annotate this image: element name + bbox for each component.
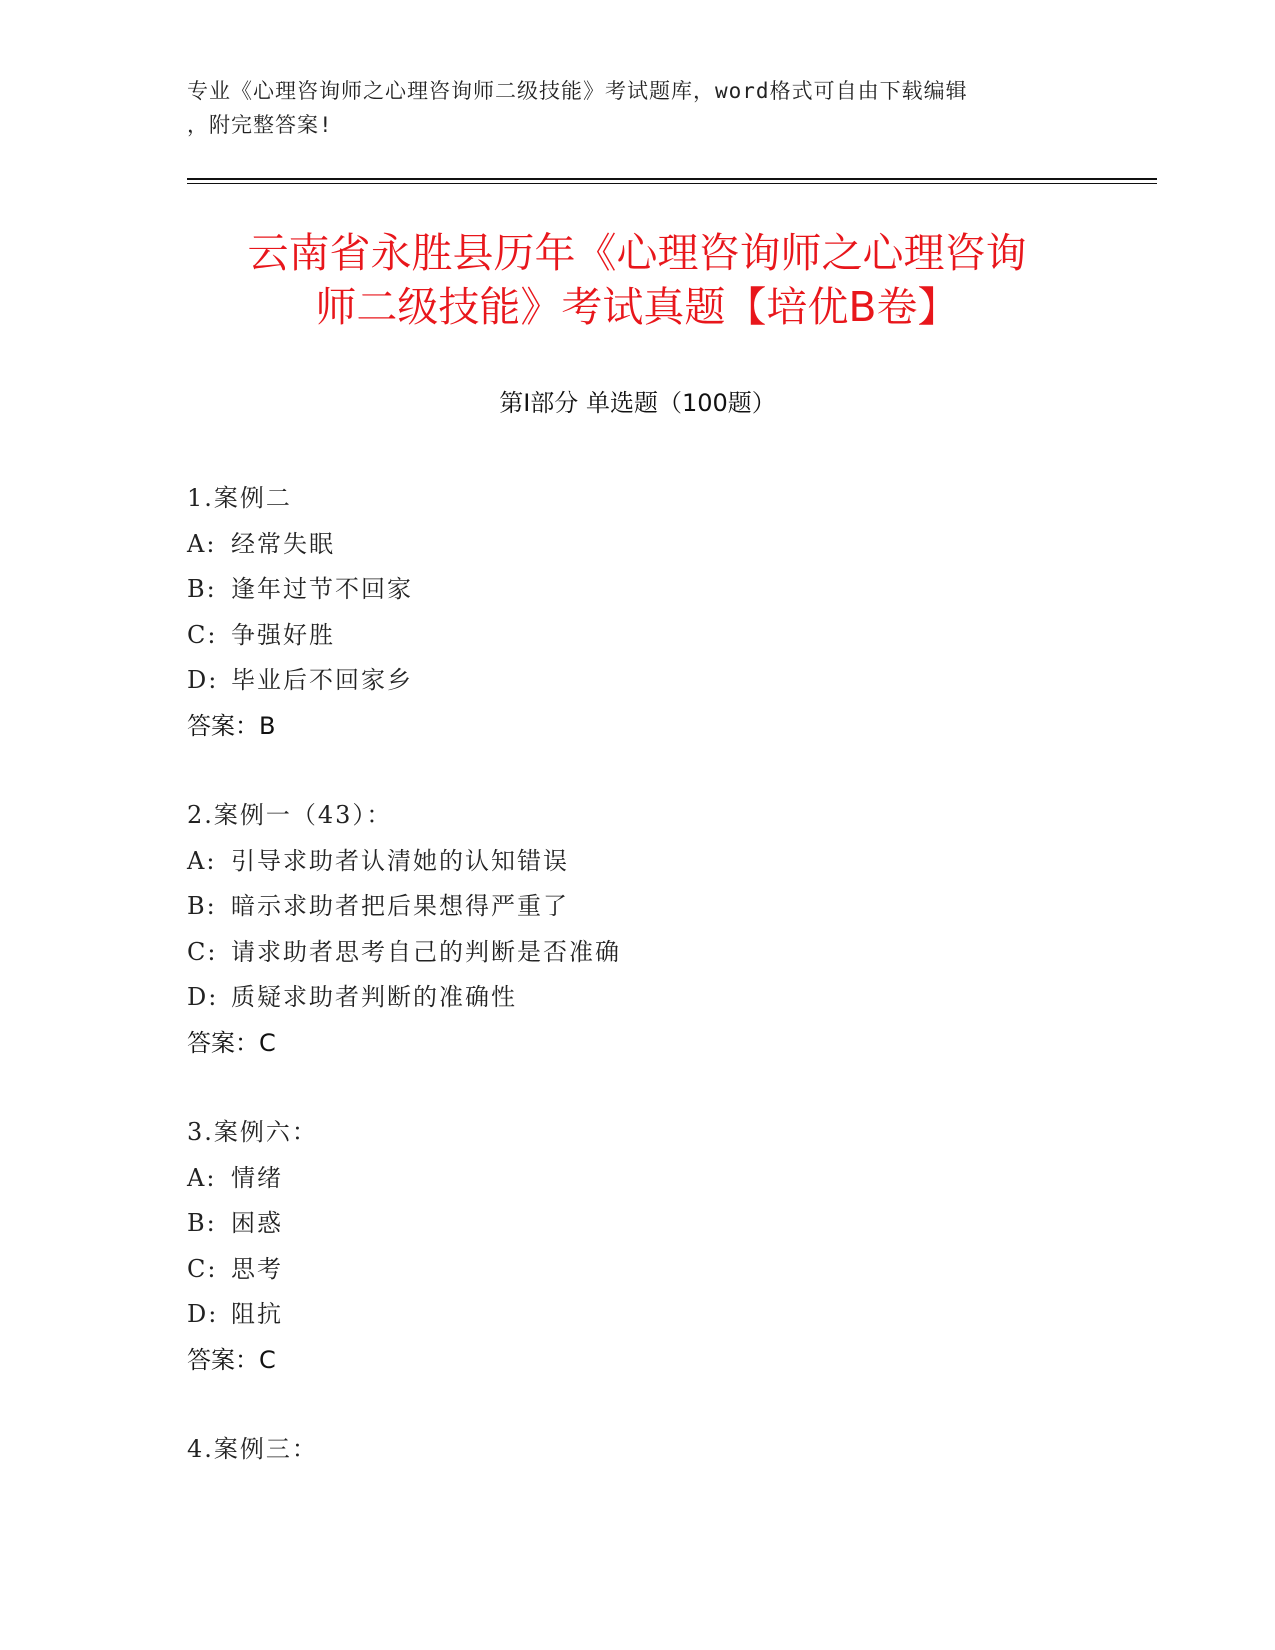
option-c: [187, 613, 1087, 659]
option-c: [187, 1247, 1087, 1293]
option-b: [187, 884, 1087, 930]
option-d: [187, 1292, 1087, 1338]
option-key: D:: [187, 1300, 219, 1328]
option-c: [187, 930, 1087, 976]
header-note: [187, 74, 1087, 142]
option-text: 困惑: [231, 1209, 283, 1237]
question-list: [187, 476, 1087, 1517]
option-key: A:: [187, 1163, 217, 1192]
option-text: 思考: [231, 1254, 283, 1283]
question-3: [187, 1110, 1087, 1383]
option-text: 逢年过节不回家: [231, 575, 413, 603]
option-text: 情绪: [231, 1163, 283, 1192]
header-divider-thin: [187, 183, 1157, 184]
option-key: B:: [187, 892, 217, 920]
option-a: [187, 1156, 1087, 1202]
option-d: [187, 658, 1087, 704]
option-b: [187, 567, 1087, 613]
document-title: [187, 226, 1087, 334]
option-text: 毕业后不回家乡: [231, 666, 413, 694]
question-stem: 3.案例六：: [187, 1118, 318, 1146]
question-2: [187, 793, 1087, 1066]
option-key: B:: [187, 1209, 217, 1237]
header-note-line-2: ，附完整答案!: [187, 113, 333, 137]
answer-line: 答案：B: [187, 711, 276, 740]
option-key: A:: [187, 846, 217, 875]
question-1: [187, 476, 1087, 749]
option-key: D:: [187, 666, 219, 694]
option-text: 经常失眠: [231, 529, 335, 558]
question-stem: 4.案例三：: [187, 1435, 318, 1463]
option-a: [187, 839, 1087, 885]
option-key: C:: [187, 937, 218, 966]
header-note-line-1: 专业《心理咨询师之心理咨询师二级技能》考试题库，word格式可自由下载编辑: [187, 79, 968, 103]
option-key: A:: [187, 529, 217, 558]
header-divider-thick: [187, 178, 1157, 180]
option-b: [187, 1201, 1087, 1247]
option-d: [187, 975, 1087, 1021]
option-a: [187, 522, 1087, 568]
option-text: 请求助者思考自己的判断是否准确: [231, 937, 621, 966]
answer-line: 答案：C: [187, 1345, 276, 1374]
document-title-line-2: 师二级技能》考试真题【培优B卷】: [315, 283, 959, 331]
answer-line: 答案：C: [187, 1028, 276, 1057]
option-text: 引导求助者认清她的认知错误: [231, 846, 569, 875]
option-text: 争强好胜: [231, 620, 335, 649]
document-title-line-1: 云南省永胜县历年《心理咨询师之心理咨询: [247, 229, 1027, 277]
section-heading: 第Ⅰ部分 单选题（100题）: [499, 389, 776, 417]
option-text: 质疑求助者判断的准确性: [231, 983, 517, 1011]
option-text: 阻抗: [231, 1300, 283, 1328]
option-text: 暗示求助者把后果想得严重了: [231, 892, 569, 920]
option-key: C:: [187, 1254, 218, 1283]
question-stem: 2.案例一（43）：: [187, 801, 393, 829]
question-4: [187, 1427, 1087, 1473]
option-key: B:: [187, 575, 217, 603]
option-key: C:: [187, 620, 218, 649]
question-stem: 1.案例二: [187, 484, 292, 512]
option-key: D:: [187, 983, 219, 1011]
